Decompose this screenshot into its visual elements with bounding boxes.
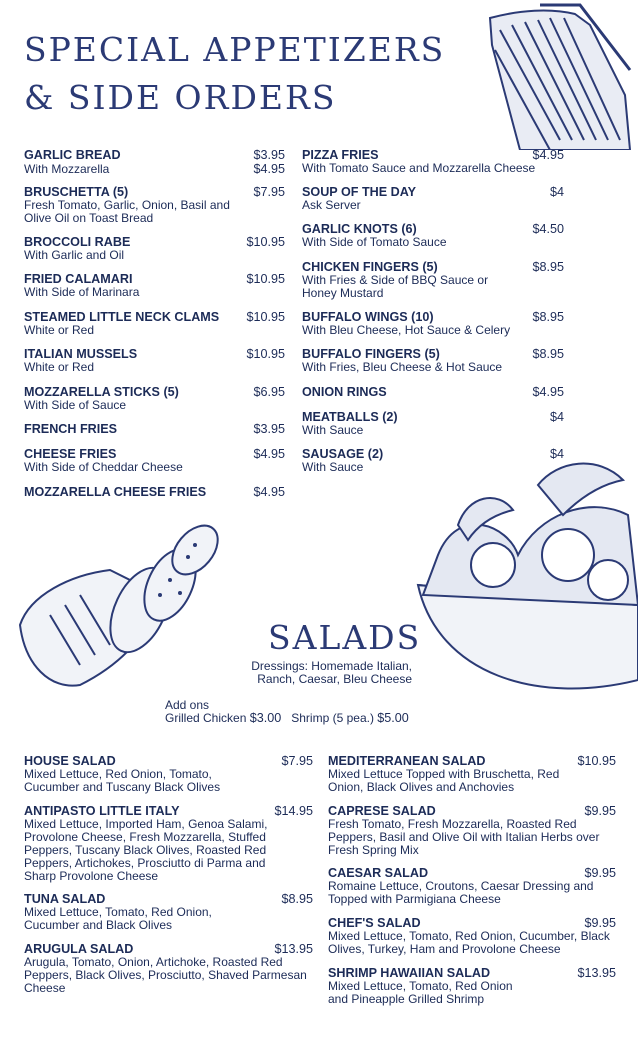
menu-item bbox=[24, 892, 313, 932]
item-desc: With Side of Tomato Sauce bbox=[302, 235, 447, 249]
item-name: CHEESE FRIES bbox=[24, 447, 117, 461]
item-desc: Fresh Tomato, Garlic, Onion, Basil and Olive Oil on Toast Bread bbox=[24, 198, 230, 225]
menu-item bbox=[302, 385, 564, 399]
item-name: ANTIPASTO LITTLE ITALY bbox=[24, 804, 180, 818]
menu-item bbox=[24, 235, 285, 262]
item-name: HOUSE SALAD bbox=[24, 754, 116, 768]
menu-item bbox=[24, 310, 285, 337]
addon-chicken: Grilled Chicken bbox=[165, 711, 247, 725]
item-price: $4.95 bbox=[253, 447, 285, 461]
item-name: GARLIC KNOTS (6) bbox=[302, 222, 417, 236]
item-desc: With Side of Cheddar Cheese bbox=[24, 460, 183, 474]
item-price: $3.95 bbox=[253, 422, 285, 436]
item-price: $13.95 bbox=[274, 942, 313, 956]
menu-item bbox=[24, 148, 285, 176]
item-desc: White or Red bbox=[24, 323, 95, 337]
item-name: BRUSCHETTA (5) bbox=[24, 185, 129, 199]
menu-item bbox=[328, 916, 616, 956]
addon-chicken-price: $3.00 bbox=[249, 711, 282, 725]
item-name: BROCCOLI RABE bbox=[24, 235, 131, 249]
item-name: STEAMED LITTLE NECK CLAMS bbox=[24, 310, 220, 324]
item-name: MEATBALLS (2) bbox=[302, 410, 398, 424]
menu-item bbox=[328, 866, 616, 906]
item-name: BUFFALO FINGERS (5) bbox=[302, 347, 440, 361]
item-name: SAUSAGE (2) bbox=[302, 447, 384, 461]
menu-item bbox=[328, 966, 616, 1006]
item-price: $8.95 bbox=[281, 892, 313, 906]
item-price: $4 bbox=[549, 410, 564, 424]
item-desc: With Garlic and Oil bbox=[24, 248, 125, 262]
item-desc: Mixed Lettuce, Tomato, Red Onion, Cucumber, Black Olives, Turkey, Ham and Provolone Cheese bbox=[328, 929, 610, 956]
item-desc: White or Red bbox=[24, 360, 95, 374]
item-price: $4 bbox=[549, 185, 564, 199]
item-name: MEDITERRANEAN SALAD bbox=[328, 754, 486, 768]
item-name: CAPRESE SALAD bbox=[328, 804, 436, 818]
item-desc: Mixed Lettuce Topped with Bruschetta, Red Onion, Black Olives and Anchovies bbox=[328, 767, 560, 794]
item-name: GARLIC BREAD bbox=[24, 148, 121, 162]
menu-item bbox=[302, 310, 564, 337]
fries-illustration bbox=[480, 0, 638, 150]
item-name: FRENCH FRIES bbox=[24, 422, 118, 436]
item-name: ONION RINGS bbox=[302, 385, 387, 399]
item-desc: Mixed Lettuce, Tomato, Red Onion, Cucumber and Black Olives bbox=[24, 905, 212, 932]
item-desc: Arugula, Tomato, Onion, Artichoke, Roasted Red Peppers, Black Olives, Prosciutto, Shaved Parmesan Cheese bbox=[24, 955, 307, 995]
item-desc: With Sauce bbox=[302, 460, 364, 474]
menu-item bbox=[302, 410, 564, 437]
item-desc: With Fries, Bleu Cheese & Hot Sauce bbox=[302, 360, 503, 374]
item-price: $8.95 bbox=[532, 310, 564, 324]
menu-item bbox=[24, 347, 285, 374]
menu-item bbox=[302, 222, 564, 249]
menu-item bbox=[24, 447, 285, 474]
item-price: $13.95 bbox=[577, 966, 616, 980]
page-title: SPECIAL APPETIZERS bbox=[24, 30, 446, 69]
item-desc: With Tomato Sauce and Mozzarella Cheese bbox=[302, 161, 536, 175]
item-price: $4.50 bbox=[532, 222, 564, 236]
dressings-line-1: Dressings: Homemade Italian, bbox=[251, 659, 412, 673]
menu-item bbox=[24, 422, 285, 436]
menu-item bbox=[24, 272, 285, 299]
item-desc: Romaine Lettuce, Croutons, Caesar Dressing and Topped with Parmigiana Cheese bbox=[328, 879, 594, 906]
item-price: $4.95 bbox=[253, 485, 285, 499]
add-ons bbox=[165, 699, 415, 725]
item-price-alt: $4.95 bbox=[253, 162, 285, 176]
addon-shrimp: Shrimp (5 pea.) bbox=[291, 711, 374, 725]
item-name: MOZZARELLA CHEESE FRIES bbox=[24, 485, 207, 499]
item-name: BUFFALO WINGS (10) bbox=[302, 310, 434, 324]
dressings-note bbox=[215, 660, 412, 686]
item-price: $8.95 bbox=[532, 347, 564, 361]
item-desc: Mixed Lettuce, Red Onion, Tomato, Cucumber and Tuscany Black Olives bbox=[24, 767, 221, 794]
item-name: PIZZA FRIES bbox=[302, 148, 379, 162]
item-desc: With Mozzarella bbox=[24, 162, 110, 176]
item-price: $9.95 bbox=[584, 916, 616, 930]
item-price: $7.95 bbox=[253, 185, 285, 199]
item-desc: Fresh Tomato, Fresh Mozzarella, Roasted Red Peppers, Basil and Olive Oil with Italian Herbs over Fresh Spring Mix bbox=[328, 817, 600, 857]
item-price: $10.95 bbox=[246, 310, 285, 324]
item-price: $4.95 bbox=[532, 148, 564, 162]
item-price: $14.95 bbox=[274, 804, 313, 818]
item-name: ARUGULA SALAD bbox=[24, 942, 134, 956]
menu-item bbox=[302, 447, 564, 474]
item-desc: With Side of Sauce bbox=[24, 398, 127, 412]
item-price: $8.95 bbox=[532, 260, 564, 274]
item-desc: With Side of Marinara bbox=[24, 285, 140, 299]
item-price: $7.95 bbox=[281, 754, 313, 768]
menu-item bbox=[24, 485, 285, 499]
item-name: CAESAR SALAD bbox=[328, 866, 429, 880]
menu-item bbox=[302, 260, 564, 300]
item-name: TUNA SALAD bbox=[24, 892, 106, 906]
menu-item bbox=[302, 185, 564, 212]
page-subtitle: & SIDE ORDERS bbox=[24, 78, 337, 117]
dressings-line-2: Ranch, Caesar, Bleu Cheese bbox=[257, 672, 412, 686]
addon-shrimp-price: $5.00 bbox=[377, 711, 409, 725]
item-name: SOUP OF THE DAY bbox=[302, 185, 417, 199]
menu-item bbox=[328, 804, 616, 857]
item-price: $9.95 bbox=[584, 804, 616, 818]
item-price: $3.95 bbox=[253, 148, 285, 162]
menu-item bbox=[24, 942, 313, 995]
item-desc: With Sauce bbox=[302, 423, 364, 437]
item-price: $10.95 bbox=[246, 272, 285, 286]
menu-item bbox=[302, 347, 564, 374]
item-price: $4.95 bbox=[532, 385, 564, 399]
item-price: $4 bbox=[549, 447, 564, 461]
item-name: SHRIMP HAWAIIAN SALAD bbox=[328, 966, 491, 980]
menu-item bbox=[302, 148, 564, 175]
menu-item bbox=[24, 804, 313, 883]
item-name: FRIED CALAMARI bbox=[24, 272, 133, 286]
addons-label: Add ons bbox=[165, 698, 210, 712]
menu-item bbox=[328, 754, 616, 794]
item-desc: Mixed Lettuce, Tomato, Red Onion and Pineapple Grilled Shrimp bbox=[328, 979, 513, 1006]
item-price: $9.95 bbox=[584, 866, 616, 880]
bread-illustration bbox=[10, 515, 220, 695]
section-title-salads: SALADS bbox=[268, 618, 422, 657]
item-price: $10.95 bbox=[577, 754, 616, 768]
menu-item bbox=[24, 754, 313, 794]
item-desc: Mixed Lettuce, Imported Ham, Genoa Salami, Provolone Cheese, Fresh Mozzarella, Stuffed Peppers, Tuscany Black Olives, Roasted Red Peppers, Artichokes, Prosciutto di Parma and Sharp Provolone Cheese bbox=[24, 817, 268, 883]
item-price: $6.95 bbox=[253, 385, 285, 399]
menu-item bbox=[24, 185, 285, 225]
menu-item bbox=[24, 385, 285, 412]
item-desc: With Bleu Cheese, Hot Sauce & Celery bbox=[302, 323, 511, 337]
item-desc: Ask Server bbox=[302, 198, 361, 212]
item-price: $10.95 bbox=[246, 347, 285, 361]
item-name: MOZZARELLA STICKS (5) bbox=[24, 385, 179, 399]
item-name: ITALIAN MUSSELS bbox=[24, 347, 138, 361]
item-name: CHEF'S SALAD bbox=[328, 916, 421, 930]
salad-bowl-illustration bbox=[398, 455, 638, 705]
item-desc: With Fries & Side of BBQ Sauce or Honey Mustard bbox=[302, 273, 489, 300]
item-price: $10.95 bbox=[246, 235, 285, 249]
item-name: CHICKEN FINGERS (5) bbox=[302, 260, 438, 274]
